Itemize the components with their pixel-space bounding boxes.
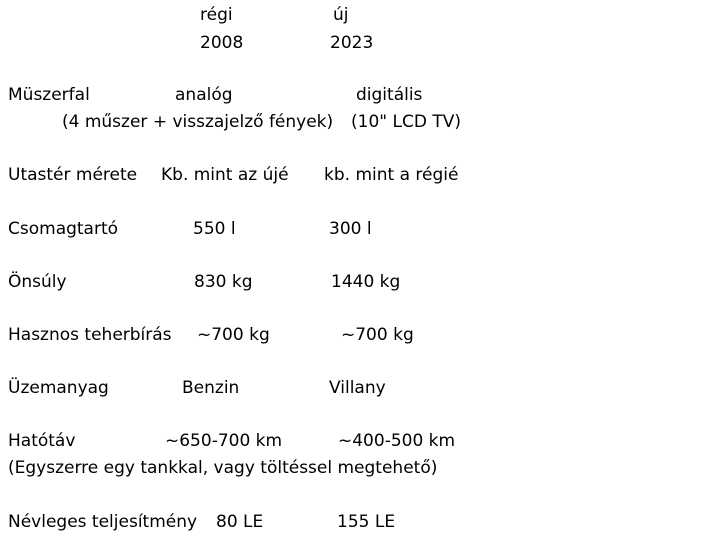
- value-new-trunk: 300 l: [329, 219, 372, 239]
- note-range: (Egyszerre egy tankkal, vagy töltéssel megtehető): [8, 458, 438, 478]
- note-old-dashboard: (4 műszer + visszajelző fények): [62, 112, 334, 132]
- row-label-trunk: Csomagtartó: [8, 219, 119, 239]
- column-header-old: régi: [200, 5, 233, 25]
- column-header-new: új: [333, 5, 349, 25]
- value-old-payload: ~700 kg: [197, 325, 270, 345]
- row-label-cabin-size: Utastér mérete: [8, 165, 138, 185]
- note-new-dashboard: (10" LCD TV): [351, 112, 461, 132]
- value-new-payload: ~700 kg: [341, 325, 414, 345]
- value-new-curb-weight: 1440 kg: [331, 272, 401, 292]
- value-new-power: 155 LE: [337, 512, 396, 532]
- value-new-dashboard: digitális: [356, 85, 423, 105]
- value-old-curb-weight: 830 kg: [194, 272, 253, 292]
- value-old-range: ~650-700 km: [165, 431, 283, 451]
- value-old-dashboard: analóg: [175, 85, 233, 105]
- value-old-fuel: Benzin: [182, 378, 240, 398]
- row-label-range: Hatótáv: [8, 431, 76, 451]
- value-old-cabin-size: Kb. mint az újé: [161, 165, 289, 185]
- value-new-cabin-size: kb. mint a régié: [324, 165, 459, 185]
- row-label-power: Névleges teljesítmény: [8, 512, 198, 532]
- row-label-fuel: Üzemanyag: [8, 378, 109, 398]
- row-label-payload: Hasznos teherbírás: [8, 325, 172, 345]
- year-old: 2008: [200, 33, 244, 53]
- value-new-fuel: Villany: [329, 378, 386, 398]
- row-label-curb-weight: Önsúly: [8, 272, 67, 292]
- value-old-trunk: 550 l: [193, 219, 236, 239]
- value-old-power: 80 LE: [216, 512, 264, 532]
- value-new-range: ~400-500 km: [338, 431, 456, 451]
- row-label-dashboard: Müszerfal: [8, 85, 90, 105]
- year-new: 2023: [330, 33, 374, 53]
